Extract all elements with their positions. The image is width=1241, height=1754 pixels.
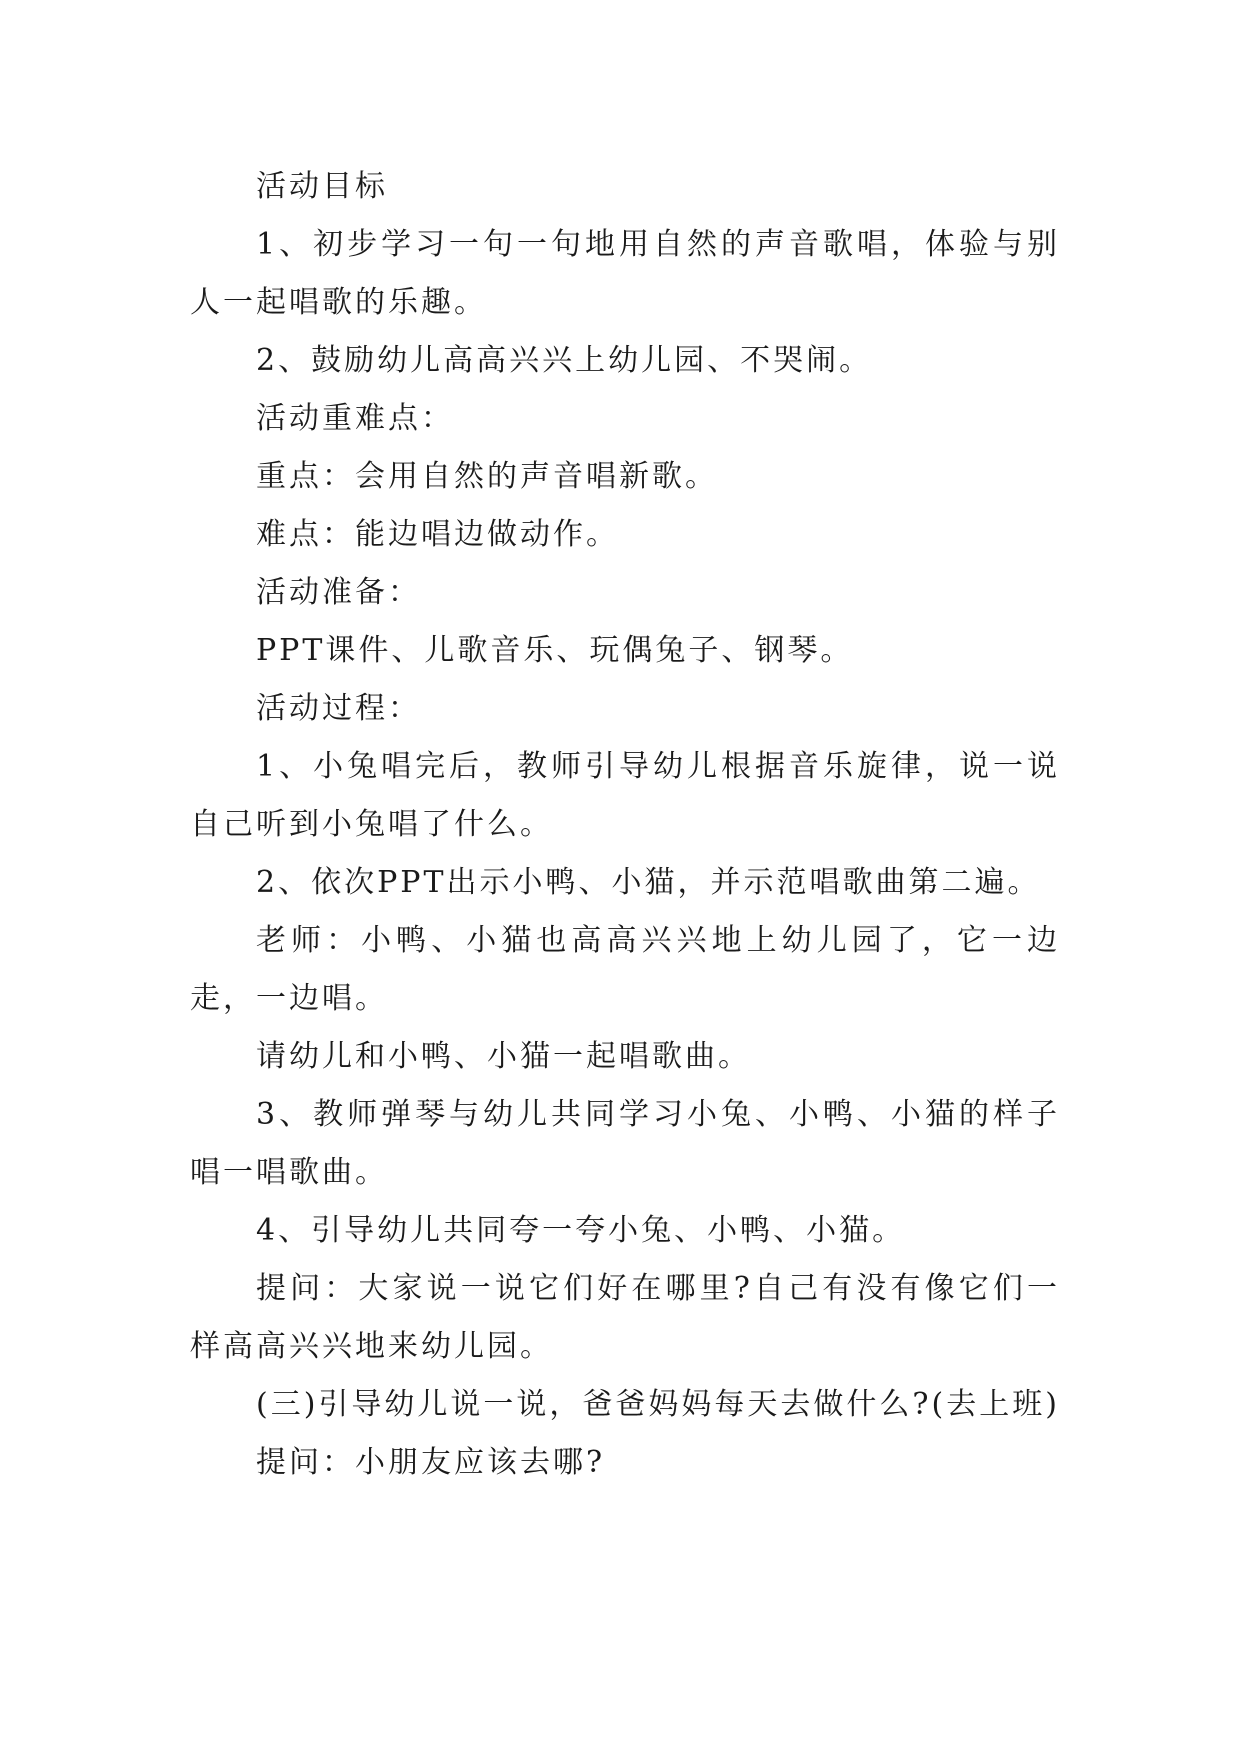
goal-item-2: 2、鼓励幼儿高高兴兴上幼儿园、不哭闹。 <box>256 343 873 378</box>
process-step-4: 4、引导幼儿共同夸一夸小兔、小鸭、小猫。 <box>256 1213 906 1248</box>
heading-activity-goals: 活动目标 <box>256 169 388 204</box>
process-step-2: 2、依次PPT出示小鸭、小猫，并示范唱歌曲第二遍。 <box>256 865 1041 900</box>
section-three: (三)引导幼儿说一说，爸爸妈妈每天去做什么?(去上班) <box>256 1387 1060 1422</box>
question-2: 提问：小朋友应该去哪? <box>256 1445 606 1480</box>
heading-key-difficulties: 活动重难点： <box>256 401 454 436</box>
heading-activity-process: 活动过程： <box>256 691 421 726</box>
difficult-point: 难点：能边唱边做动作。 <box>256 517 619 552</box>
sing-together-instruction: 请幼儿和小鸭、小猫一起唱歌曲。 <box>256 1039 751 1074</box>
heading-activity-preparation: 活动准备： <box>256 575 421 610</box>
question-1: 提问：大家说一说它们好在哪里?自己有没有像它们一样高高兴兴地来幼儿园。 <box>190 1271 1060 1364</box>
key-point: 重点：会用自然的声音唱新歌。 <box>256 459 718 494</box>
preparation-materials: PPT课件、儿歌音乐、玩偶兔子、钢琴。 <box>256 633 854 668</box>
process-step-3: 3、教师弹琴与幼儿共同学习小兔、小鸭、小猫的样子唱一唱歌曲。 <box>190 1097 1060 1190</box>
process-step-1: 1、小兔唱完后，教师引导幼儿根据音乐旋律，说一说自己听到小兔唱了什么。 <box>190 749 1060 842</box>
goal-item-1: 1、初步学习一句一句地用自然的声音歌唱，体验与别人一起唱歌的乐趣。 <box>190 227 1060 320</box>
teacher-dialogue: 老师：小鸭、小猫也高高兴兴地上幼儿园了，它一边走，一边唱。 <box>190 923 1060 1016</box>
document-body <box>190 158 1060 1492</box>
